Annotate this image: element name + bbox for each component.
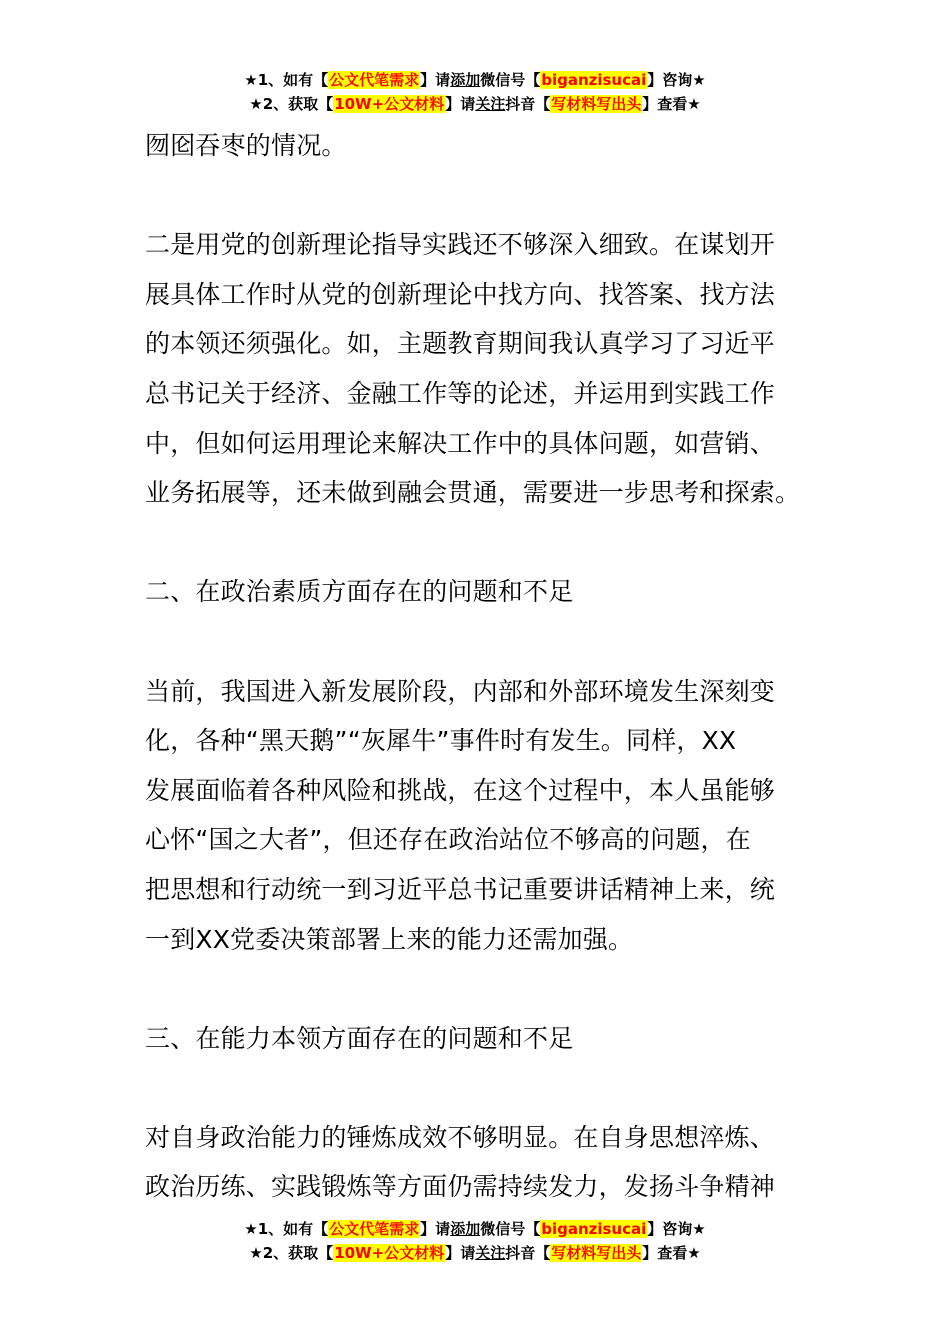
text-line: 心怀“国之大者”，但还存在政治站位不够高的问题，在 bbox=[145, 825, 751, 855]
banner-highlight: 10W+公文材料 bbox=[334, 1244, 445, 1262]
paragraph-continuation bbox=[145, 121, 810, 171]
banner-text: 】请 bbox=[420, 71, 451, 89]
banner-highlight: 公文代笔需求 bbox=[329, 1220, 420, 1238]
footer-banner bbox=[0, 1217, 950, 1265]
section-heading-ability: 三、在能力本领方面存在的问题和不足 bbox=[145, 1023, 574, 1053]
text-line: 政治历练、实践锻炼等方面仍需持续发力，发扬斗争精神 bbox=[145, 1172, 776, 1202]
banner-highlight: biganzisucai bbox=[541, 71, 647, 89]
section-heading-political-quality: 二、在政治素质方面存在的问题和不足 bbox=[145, 577, 574, 607]
document-body bbox=[145, 121, 810, 1212]
banner-text: 】咨询★ bbox=[647, 1220, 706, 1238]
banner-text: ★1、如有【 bbox=[244, 71, 329, 89]
text-line: 囫囵吞枣的情况。 bbox=[145, 131, 347, 160]
banner-text: ★1、如有【 bbox=[244, 1220, 329, 1238]
text-line: 对自身政治能力的锤炼成效不够明显。在自身思想淬炼、 bbox=[145, 1122, 776, 1152]
banner-underlined-text: 添加 bbox=[450, 71, 481, 89]
text-line: 当前，我国进入新发展阶段，内部和外部环境发生深刻变 bbox=[145, 676, 776, 706]
text-line: 业务拓展等，还未做到融会贯通，需要进一步思考和探索。 bbox=[145, 478, 801, 508]
banner-highlight: 10W+公文材料 bbox=[334, 95, 445, 113]
banner-text: 】请 bbox=[445, 1244, 476, 1262]
banner-text: 】查看★ bbox=[642, 95, 701, 113]
banner-text: 微信号【 bbox=[480, 71, 541, 89]
banner-text: 微信号【 bbox=[480, 1220, 541, 1238]
banner-highlight: 写材料写出头 bbox=[551, 95, 642, 113]
paragraph-gap bbox=[145, 171, 810, 221]
banner-underlined-text: 关注 bbox=[475, 1244, 506, 1262]
paragraph-gap bbox=[145, 964, 810, 1014]
header-banner bbox=[0, 68, 950, 116]
banner-text: ★2、获取【 bbox=[249, 95, 334, 113]
text-line: 的本领还须强化。如，主题教育期间我认真学习了习近平 bbox=[145, 329, 776, 359]
banner-line-1 bbox=[0, 68, 950, 92]
banner-text: 】请 bbox=[420, 1220, 451, 1238]
paragraph-gap bbox=[145, 1063, 810, 1113]
banner-line-2 bbox=[0, 1241, 950, 1265]
text-line: 中，但如何运用理论来解决工作中的具体问题，如营销、 bbox=[145, 428, 776, 458]
banner-line-2 bbox=[0, 92, 950, 116]
paragraph-ability bbox=[145, 1113, 810, 1212]
banner-text: 】咨询★ bbox=[647, 71, 706, 89]
text-line: 二是用党的创新理论指导实践还不够深入细致。在谋划开 bbox=[145, 230, 776, 260]
banner-text: 抖音【 bbox=[505, 1244, 551, 1262]
text-line: 展具体工作时从党的创新理论中找方向、找答案、找方法 bbox=[145, 279, 776, 309]
banner-line-1 bbox=[0, 1217, 950, 1241]
text-line: 总书记关于经济、金融工作等的论述，并运用到实践工作 bbox=[145, 378, 776, 408]
banner-highlight: 公文代笔需求 bbox=[329, 71, 420, 89]
text-line: 把思想和行动统一到习近平总书记重要讲话精神上来，统 bbox=[145, 874, 776, 904]
banner-text: 】查看★ bbox=[642, 1244, 701, 1262]
paragraph-gap bbox=[145, 617, 810, 667]
banner-underlined-text: 关注 bbox=[475, 95, 506, 113]
banner-highlight: 写材料写出头 bbox=[551, 1244, 642, 1262]
banner-text: 】请 bbox=[445, 95, 476, 113]
text-line: 一到XX党委决策部署上来的能力还需加强。 bbox=[145, 924, 634, 954]
banner-text: 抖音【 bbox=[505, 95, 551, 113]
banner-underlined-text: 添加 bbox=[450, 1220, 481, 1238]
banner-text: ★2、获取【 bbox=[249, 1244, 334, 1262]
paragraph-innovation-theory bbox=[145, 220, 810, 518]
text-line: 发展面临着各种风险和挑战，在这个过程中，本人虽能够 bbox=[145, 775, 776, 805]
banner-highlight: biganzisucai bbox=[541, 1220, 647, 1238]
paragraph-political-quality bbox=[145, 667, 810, 965]
paragraph-gap bbox=[145, 518, 810, 568]
text-line: 化，各种“黑天鹅”“灰犀牛”事件时有发生。同样，XX bbox=[145, 726, 737, 756]
